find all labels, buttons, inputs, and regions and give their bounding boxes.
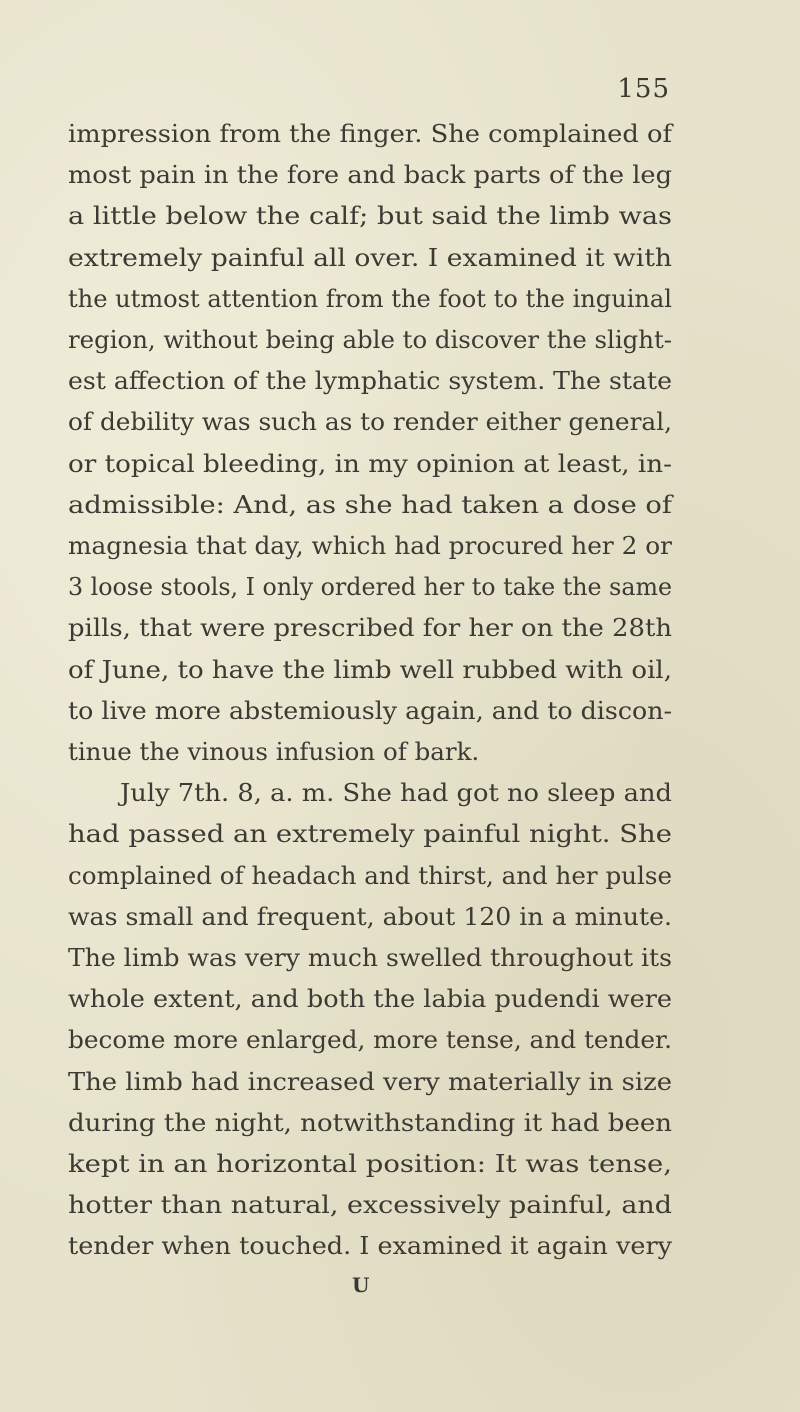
text-line: complained of headach and thirst, and her pulse — [68, 860, 672, 890]
text-line: The limb had increased very materially in size — [68, 1066, 672, 1096]
text-line: to live more abstemiously again, and to discon- — [68, 695, 672, 725]
text-line: magnesia that day, which had procured her 2 or — [68, 531, 672, 560]
text-line: was small and frequent, about 120 in a minute. — [68, 901, 672, 931]
text-line: 3 loose stools, I only ordered her to take the same — [68, 572, 672, 602]
text-line: of June, to have the limb well rubbed with oil, — [68, 654, 672, 684]
signature-mark: U — [352, 1273, 370, 1297]
text-line: region, without being able to discover the slight- — [68, 325, 672, 354]
text-line: had passed an extremely painful night. She — [68, 819, 672, 849]
text-line: of debility was such as to render either general, — [68, 407, 672, 437]
text-line: a little below the calf; but said the limb was — [68, 201, 672, 231]
text-line: or topical bleeding, in my opinion at least, in- — [68, 448, 672, 478]
text-line: admissible: And, as she had taken a dose of — [68, 489, 672, 519]
text-line: most pain in the fore and back parts of the leg — [68, 160, 672, 190]
text-line: kept in an horizontal position: It was tense, — [68, 1149, 672, 1178]
text-line: pills, that were prescribed for her on the 28th — [68, 613, 672, 643]
text-line: tender when touched. I examined it again very — [68, 1231, 672, 1261]
text-line: est affection of the lymphatic system. The state — [68, 366, 672, 396]
text-line: extremely painful all over. I examined it with — [68, 242, 672, 272]
text-line: become more enlarged, more tense, and tender. — [68, 1025, 672, 1055]
text-line: whole extent, and both the labia pudendi were — [68, 984, 672, 1014]
page-number: 155 — [617, 74, 670, 104]
text-line: The limb was very much swelled throughout its — [68, 943, 672, 972]
text-line: during the night, notwithstanding it had been — [68, 1107, 672, 1137]
text-line: impression from the finger. She complained of — [68, 119, 672, 148]
text-line: tinue the vinous infusion of bark. — [68, 737, 480, 766]
text-line: the utmost attention from the foot to the inguinal — [68, 283, 672, 313]
text-line: hotter than natural, excessively painful, and — [68, 1190, 672, 1220]
text-line: July 7th. 8, a. m. She had got no sleep and — [120, 778, 672, 808]
